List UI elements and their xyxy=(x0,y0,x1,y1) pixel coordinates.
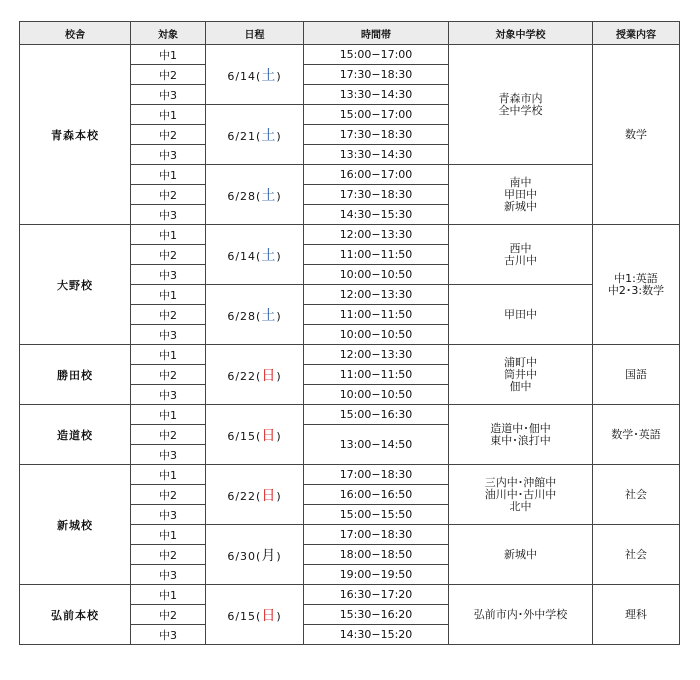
target-school-line: 三内中･沖館中 xyxy=(484,475,557,489)
date-paren: ( xyxy=(256,249,262,263)
subject-cell xyxy=(593,45,680,225)
date-cell xyxy=(206,405,304,465)
table-row xyxy=(20,45,680,65)
date-text: 6/28 xyxy=(227,189,257,203)
grade-cell: 中2 xyxy=(131,245,206,265)
grade-cell: 中1 xyxy=(131,525,206,545)
grade-cell: 中2 xyxy=(131,305,206,325)
grade-cell: 中1 xyxy=(131,105,206,125)
header-row xyxy=(20,22,680,45)
date-text: 6/14 xyxy=(227,249,257,263)
time-cell: 17:00−18:30 xyxy=(304,465,449,485)
date-paren: ) xyxy=(276,369,282,383)
target-schools-cell xyxy=(449,465,593,525)
date-text: 6/14 xyxy=(227,69,257,83)
schedule-table xyxy=(19,21,680,645)
time-cell: 13:30−14:30 xyxy=(304,85,449,105)
target-schools-cell xyxy=(449,345,593,405)
subject-cell xyxy=(593,345,680,405)
time-cell: 12:00−13:30 xyxy=(304,285,449,305)
grade-cell: 中1 xyxy=(131,585,206,605)
grade-cell: 中2 xyxy=(131,485,206,505)
time-cell: 15:30−16:20 xyxy=(304,605,449,625)
date-paren: ( xyxy=(256,549,262,563)
weekday-text: 土 xyxy=(261,67,277,84)
date-cell xyxy=(206,585,304,645)
target-school-line: 古川中 xyxy=(504,253,537,267)
time-cell: 13:00−14:50 xyxy=(304,425,449,465)
grade-cell: 中2 xyxy=(131,185,206,205)
grade-cell: 中1 xyxy=(131,465,206,485)
header-school: 校舎 xyxy=(20,22,131,45)
school-name: 弘前本校 xyxy=(20,585,131,645)
target-school-line: 甲田中 xyxy=(504,307,537,321)
time-cell: 14:30−15:30 xyxy=(304,205,449,225)
time-cell: 16:00−16:50 xyxy=(304,485,449,505)
header-target-schools: 対象中学校 xyxy=(449,22,593,45)
time-cell: 13:30−14:30 xyxy=(304,145,449,165)
time-cell: 17:30−18:30 xyxy=(304,185,449,205)
date-paren: ( xyxy=(256,69,262,83)
time-cell: 10:00−10:50 xyxy=(304,385,449,405)
target-schools-cell xyxy=(449,165,593,225)
target-schools-cell xyxy=(449,585,593,645)
time-cell: 14:30−15:20 xyxy=(304,625,449,645)
grade-cell: 中2 xyxy=(131,125,206,145)
date-cell xyxy=(206,465,304,525)
target-school-line: 北中 xyxy=(509,499,532,513)
weekday-text: 日 xyxy=(261,367,277,384)
time-cell: 15:00−17:00 xyxy=(304,105,449,125)
target-school-line: 南中 xyxy=(509,175,532,189)
time-cell: 18:00−18:50 xyxy=(304,545,449,565)
date-paren: ) xyxy=(276,69,282,83)
date-cell xyxy=(206,345,304,405)
grade-cell: 中3 xyxy=(131,625,206,645)
table-row xyxy=(20,405,680,425)
school-name: 造道校 xyxy=(20,405,131,465)
weekday-text: 土 xyxy=(261,247,277,264)
school-name: 勝田校 xyxy=(20,345,131,405)
date-cell xyxy=(206,165,304,225)
date-cell xyxy=(206,525,304,585)
target-school-line: 東中･浪打中 xyxy=(490,433,551,447)
date-paren: ) xyxy=(276,489,282,503)
target-schools-cell xyxy=(449,525,593,585)
time-cell: 10:00−10:50 xyxy=(304,325,449,345)
grade-cell: 中3 xyxy=(131,145,206,165)
weekday-text: 日 xyxy=(261,487,277,504)
date-text: 6/30 xyxy=(227,549,257,563)
table-row xyxy=(20,585,680,605)
subject-line: 数学 xyxy=(625,127,647,141)
time-cell: 10:00−10:50 xyxy=(304,265,449,285)
weekday-text: 土 xyxy=(261,187,277,204)
target-school-line: 甲田中 xyxy=(504,187,537,201)
target-schools-cell xyxy=(449,285,593,345)
subject-line: 社会 xyxy=(625,547,647,561)
grade-cell: 中1 xyxy=(131,285,206,305)
grade-cell: 中2 xyxy=(131,65,206,85)
subject-cell xyxy=(593,225,680,345)
target-schools-cell xyxy=(449,45,593,165)
grade-cell: 中2 xyxy=(131,545,206,565)
time-cell: 11:00−11:50 xyxy=(304,245,449,265)
date-cell xyxy=(206,225,304,285)
date-text: 6/15 xyxy=(227,429,257,443)
date-text: 6/22 xyxy=(227,369,257,383)
time-cell: 11:00−11:50 xyxy=(304,365,449,385)
grade-cell: 中3 xyxy=(131,565,206,585)
subject-line: 数学･英語 xyxy=(611,427,661,441)
date-cell xyxy=(206,285,304,345)
grade-cell: 中3 xyxy=(131,505,206,525)
date-paren: ( xyxy=(256,489,262,503)
target-school-line: 佃中 xyxy=(509,379,532,393)
table-row xyxy=(20,345,680,365)
date-paren: ) xyxy=(276,429,282,443)
target-school-line: 筒井中 xyxy=(504,367,537,381)
subject-line: 中1:英語 xyxy=(614,271,658,285)
target-school-line: 西中 xyxy=(509,241,532,255)
grade-cell: 中1 xyxy=(131,345,206,365)
time-cell: 15:00−17:00 xyxy=(304,45,449,65)
date-paren: ) xyxy=(276,249,282,263)
grade-cell: 中3 xyxy=(131,265,206,285)
time-cell: 16:00−17:00 xyxy=(304,165,449,185)
grade-cell: 中1 xyxy=(131,165,206,185)
header-grade: 対象 xyxy=(131,22,206,45)
subject-cell xyxy=(593,405,680,465)
time-cell: 17:30−18:30 xyxy=(304,125,449,145)
weekday-text: 土 xyxy=(261,127,277,144)
subject-cell xyxy=(593,525,680,585)
target-school-line: 全中学校 xyxy=(498,103,543,117)
target-schools-cell xyxy=(449,225,593,285)
date-paren: ( xyxy=(256,369,262,383)
subject-cell xyxy=(593,465,680,525)
time-cell: 11:00−11:50 xyxy=(304,305,449,325)
subject-line: 理科 xyxy=(625,607,647,621)
grade-cell: 中1 xyxy=(131,225,206,245)
subject-line: 中2･3:数学 xyxy=(607,283,665,297)
date-paren: ) xyxy=(276,189,282,203)
date-paren: ( xyxy=(256,609,262,623)
subject-line: 国語 xyxy=(625,367,647,381)
target-school-line: 新城中 xyxy=(504,547,537,561)
grade-cell: 中2 xyxy=(131,365,206,385)
school-name: 大野校 xyxy=(20,225,131,345)
grade-cell: 中3 xyxy=(131,205,206,225)
date-paren: ) xyxy=(276,609,282,623)
grade-cell: 中3 xyxy=(131,325,206,345)
weekday-text: 日 xyxy=(261,607,277,624)
date-paren: ( xyxy=(256,129,262,143)
time-cell: 12:00−13:30 xyxy=(304,225,449,245)
weekday-text: 土 xyxy=(261,307,277,324)
target-school-line: 油川中･古川中 xyxy=(484,487,557,501)
grade-cell: 中3 xyxy=(131,385,206,405)
time-cell: 16:30−17:20 xyxy=(304,585,449,605)
grade-cell: 中2 xyxy=(131,605,206,625)
time-cell: 17:00−18:30 xyxy=(304,525,449,545)
target-school-line: 新城中 xyxy=(504,199,537,213)
weekday-text: 日 xyxy=(261,427,277,444)
header-date: 日程 xyxy=(206,22,304,45)
date-paren: ( xyxy=(256,429,262,443)
date-text: 6/28 xyxy=(227,309,257,323)
grade-cell: 中1 xyxy=(131,45,206,65)
table-row xyxy=(20,465,680,485)
time-cell: 15:00−16:30 xyxy=(304,405,449,425)
school-name: 新城校 xyxy=(20,465,131,585)
date-paren: ) xyxy=(276,309,282,323)
date-cell xyxy=(206,105,304,165)
date-paren: ) xyxy=(276,549,282,563)
date-cell xyxy=(206,45,304,105)
header-subject: 授業内容 xyxy=(593,22,680,45)
grade-cell: 中1 xyxy=(131,405,206,425)
target-school-line: 青森市内 xyxy=(498,91,543,105)
target-schools-cell xyxy=(449,405,593,465)
grade-cell: 中3 xyxy=(131,85,206,105)
date-text: 6/21 xyxy=(227,129,257,143)
time-cell: 15:00−15:50 xyxy=(304,505,449,525)
date-text: 6/15 xyxy=(227,609,257,623)
school-name: 青森本校 xyxy=(20,45,131,225)
time-cell: 19:00−19:50 xyxy=(304,565,449,585)
header-time: 時間帯 xyxy=(304,22,449,45)
date-paren: ) xyxy=(276,129,282,143)
date-paren: ( xyxy=(256,189,262,203)
target-school-line: 弘前市内･外中学校 xyxy=(473,607,568,621)
table-row xyxy=(20,225,680,245)
target-school-line: 浦町中 xyxy=(504,355,537,369)
grade-cell: 中3 xyxy=(131,445,206,465)
time-cell: 12:00−13:30 xyxy=(304,345,449,365)
weekday-text: 月 xyxy=(261,547,277,564)
subject-cell xyxy=(593,585,680,645)
date-text: 6/22 xyxy=(227,489,257,503)
time-cell: 17:30−18:30 xyxy=(304,65,449,85)
subject-line: 社会 xyxy=(625,487,647,501)
target-school-line: 造道中･佃中 xyxy=(490,421,551,435)
grade-cell: 中2 xyxy=(131,425,206,445)
date-paren: ( xyxy=(256,309,262,323)
